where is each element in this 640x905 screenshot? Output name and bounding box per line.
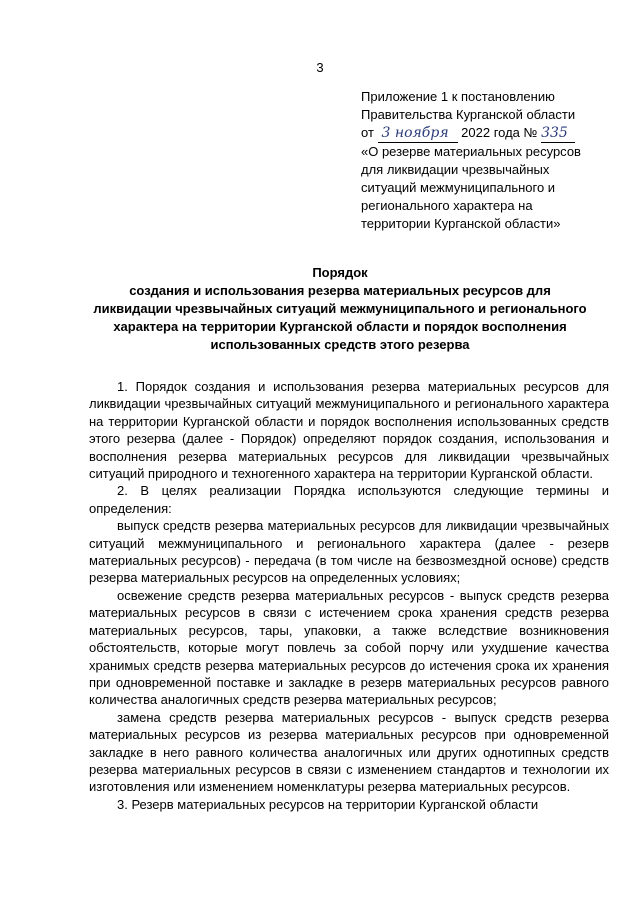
handwritten-date: 3 ноября <box>378 124 458 143</box>
title-line: использованных средств этого резерва <box>210 337 470 352</box>
date-prefix: от <box>361 125 374 140</box>
title-line: характера на территории Курганской области и порядок восполнения <box>113 319 567 334</box>
appendix-block <box>361 88 623 233</box>
title-line: создания и использования резерва материальных ресурсов для <box>129 283 551 298</box>
handwritten-number: 335 <box>541 124 575 143</box>
appendix-line-1: Приложение 1 к постановлению <box>361 89 555 104</box>
title-heading: Порядок <box>312 265 368 280</box>
document-body <box>89 378 609 813</box>
paragraph: освежение средств резерва материальных ресурсов - выпуск средств резерва материальных ресурсов в связи с истечением срока хранения средств резерва материальных ресурсов, тары, упаковки, а также вследствие возникновения обстоятельств, которые могут повлечь за собой порчу или ухудшение качества хранимых средств резерва материальных ресурсов до истечения срока их хранения при одновременной поставке и закладке в резерв материальных ресурсов равного количества аналогичных средств резерва материальных ресурсов; <box>89 587 609 708</box>
appendix-subject-line: ситуаций межмуниципального и <box>361 180 556 195</box>
appendix-subject-line: территории Курганской области» <box>361 216 561 231</box>
paragraph: 2. В целях реализации Порядка используются следующие термины и определения: <box>89 483 609 516</box>
paragraph: замена средств резерва материальных ресурсов - выпуск средств резерва материальных ресурсов из резерва материальных ресурсов при одновременной закладке в него равного количества аналогичных или других однотипных средств резерва материальных ресурсов в связи с изменением стандартов и технологии их изготовления или изменением номенклатуры резерва материальных ресурсов. <box>89 709 609 795</box>
title-line: ликвидации чрезвычайных ситуаций межмуниципального и регионального <box>93 301 587 316</box>
paragraph: 3. Резерв материальных ресурсов на территории Курганской области <box>117 796 539 812</box>
appendix-subject-line: регионального характера на <box>361 198 533 213</box>
document-title <box>60 264 620 354</box>
paragraph: 1. Порядок создания и использования резерва материальных ресурсов для ликвидации чрезвычайных ситуаций межмуниципального и регионального характера на территории Курганской области и порядок восполнения использованных средств этого резерва (далее - Порядок) определяют порядок создания, использования и восполнения резерва материальных ресурсов для ликвидации чрезвычайных ситуаций природного и техногенного характера на территории Курганской области. <box>89 379 609 482</box>
page-number: 3 <box>316 60 324 75</box>
appendix-subject-line: для ликвидации чрезвычайных <box>361 162 550 177</box>
year-text: 2022 года № <box>461 125 538 140</box>
appendix-subject-line: «О резерве материальных ресурсов <box>361 144 581 159</box>
paragraph: выпуск средств резерва материальных ресурсов для ликвидации чрезвычайных ситуаций межмуниципального и регионального характера (далее - резерв материальных ресурсов) - передача (в том числе на безвозмездной основе) средств резерва материальных ресурсов на определенных условиях; <box>89 518 609 586</box>
appendix-date-line <box>361 124 623 143</box>
appendix-line-2: Правительства Курганской области <box>361 107 576 122</box>
